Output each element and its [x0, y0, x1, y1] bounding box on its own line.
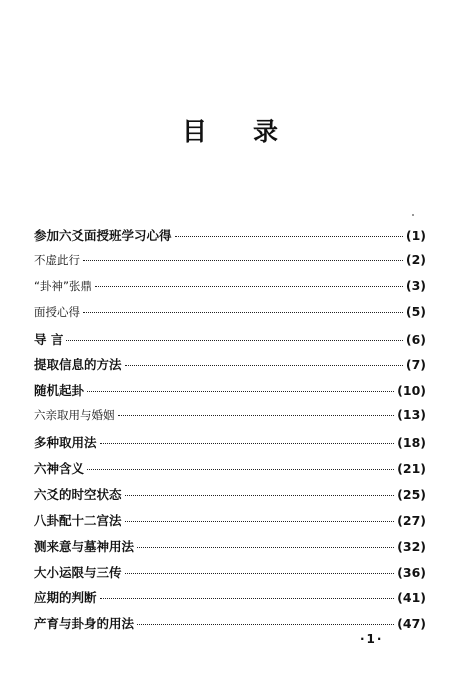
toc-entry-label: 多种取用法	[34, 435, 97, 451]
toc-entry-page: (7)	[405, 357, 426, 373]
toc-entry-label: 八卦配十二宫法	[34, 512, 122, 528]
toc-entry[interactable]	[34, 330, 426, 356]
toc-entry-label: 六神含义	[34, 461, 85, 477]
toc-entry-page: (27)	[397, 512, 426, 528]
toc-entry-page: (21)	[397, 461, 426, 477]
toc-entry-page: (2)	[405, 251, 426, 267]
toc-entry[interactable]	[34, 433, 426, 459]
toc-entry[interactable]	[34, 407, 426, 433]
toc-entry-label: 不虚此行	[34, 252, 80, 267]
toc-entry-label: 测来意与墓神用法	[34, 538, 135, 554]
dot-leader	[118, 415, 395, 416]
toc-entry-page: (1)	[405, 228, 426, 243]
dot-leader	[87, 469, 394, 470]
toc-entry-label: 产育与卦身的用法	[34, 616, 135, 632]
dot-leader	[125, 495, 395, 496]
toc-entry-page: (32)	[397, 538, 426, 554]
toc-entry-page: (41)	[397, 590, 426, 606]
table-of-contents	[34, 226, 426, 640]
dot-leader	[87, 391, 394, 392]
toc-entry-label: “卦神”张鼎	[34, 278, 92, 293]
toc-entry[interactable]	[34, 304, 426, 330]
toc-entry[interactable]	[34, 588, 426, 614]
toc-entry[interactable]	[34, 459, 426, 485]
toc-entry-label: 导 言	[34, 331, 64, 347]
dot-leader	[83, 260, 403, 261]
dot-leader	[125, 573, 395, 574]
dot-leader	[95, 286, 403, 287]
toc-entry-label: 六亲取用与婚姻	[34, 408, 115, 423]
page-number: ·1·	[360, 632, 384, 646]
dot-leader	[66, 340, 403, 341]
toc-entry-page: (36)	[397, 564, 426, 580]
toc-entry-label: 面授心得	[34, 304, 80, 319]
toc-entry[interactable]	[34, 537, 426, 563]
page-title: 目录	[181, 117, 324, 146]
toc-entry-label: 应期的判断	[34, 590, 97, 606]
dot-leader	[100, 443, 395, 444]
toc-entry-label: 提取信息的方法	[34, 357, 122, 373]
toc-entry[interactable]	[34, 355, 426, 381]
toc-entry-label: 大小运限与三传	[34, 564, 122, 580]
toc-entry-page: (10)	[397, 383, 426, 399]
toc-entry-page: (18)	[397, 435, 426, 451]
toc-entry[interactable]	[34, 485, 426, 511]
toc-entry[interactable]	[34, 252, 426, 278]
toc-entry-label: 参加六爻面授班学习心得	[34, 228, 172, 243]
dot-leader	[83, 312, 403, 313]
dot-leader	[125, 521, 395, 522]
toc-entry[interactable]	[34, 381, 426, 407]
toc-entry[interactable]	[34, 511, 426, 537]
dot-leader	[100, 598, 395, 599]
dot-leader	[125, 365, 403, 366]
dot-leader	[137, 547, 394, 548]
toc-entry-page: (6)	[405, 331, 426, 347]
toc-entry-page: (5)	[405, 303, 426, 319]
toc-entry-label: 随机起卦	[34, 383, 85, 399]
toc-entry-page: (3)	[405, 277, 426, 293]
toc-entry[interactable]	[34, 563, 426, 589]
toc-entry-label: 六爻的时空状态	[34, 486, 122, 502]
toc-entry-page: (47)	[397, 616, 426, 632]
toc-entry-page: (13)	[397, 407, 426, 423]
dot-leader	[137, 624, 394, 625]
dot-leader	[175, 236, 403, 237]
print-speck	[412, 214, 414, 216]
toc-entry-page: (25)	[397, 486, 426, 502]
toc-entry[interactable]	[34, 226, 426, 252]
toc-entry[interactable]	[34, 278, 426, 304]
